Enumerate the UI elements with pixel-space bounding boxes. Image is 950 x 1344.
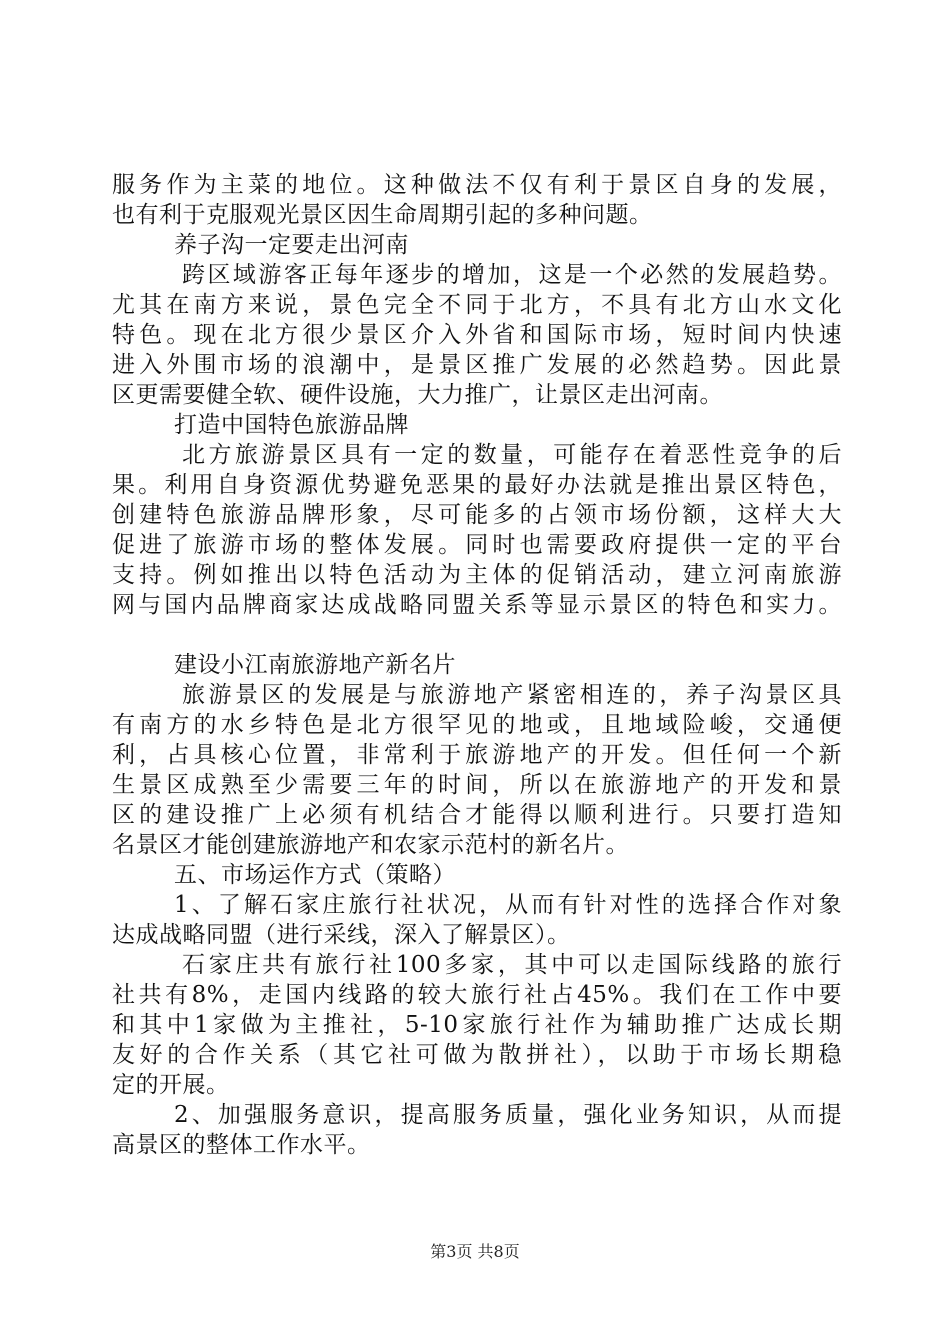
paragraph-line: 跨区域游客正每年逐步的增加，这是一个必然的发展趋势。 (182, 262, 842, 288)
paragraph-line: 2、加强服务意识，提高服务质量，强化业务知识，从而提 (174, 1102, 842, 1128)
paragraph-line: 网与国内品牌商家达成战略同盟关系等显示景区的特色和实力。 (112, 592, 842, 618)
section-heading: 建设小江南旅游地产新名片 (174, 652, 456, 678)
paragraph-line: 高景区的整体工作水平。 (112, 1132, 371, 1158)
paragraph-line: 友好的合作关系（其它社可做为散拼社），以助于市场长期稳 (112, 1042, 842, 1068)
paragraph-line: 果。利用自身资源优势避免恶果的最好办法就是推出景区特色， (112, 472, 842, 498)
paragraph-line: 定的开展。 (112, 1072, 230, 1098)
paragraph-line: 有南方的水乡特色是北方很罕见的地或，且地域险峻，交通便 (112, 712, 842, 738)
paragraph-line: 社共有8%，走国内线路的较大旅行社占45%。我们在工作中要 (112, 982, 842, 1008)
paragraph-line: 利，占具核心位置，非常利于旅游地产的开发。但任何一个新 (112, 742, 842, 768)
paragraph-line: 旅游景区的发展是与旅游地产紧密相连的，养子沟景区具 (182, 682, 842, 708)
section-heading: 养子沟一定要走出河南 (174, 232, 409, 258)
paragraph-line: 促进了旅游市场的整体发展。同时也需要政府提供一定的平台 (112, 532, 842, 558)
paragraph-line: 石家庄共有旅行社100多家，其中可以走国际线路的旅行 (182, 952, 842, 978)
paragraph-line: 北方旅游景区具有一定的数量，可能存在着恶性竞争的后 (182, 442, 842, 468)
paragraph-line: 服务作为主菜的地位。这种做法不仅有利于景区自身的发展， (112, 172, 842, 198)
paragraph-line: 也有利于克服观光景区因生命周期引起的多种问题。 (112, 202, 653, 228)
section-heading: 打造中国特色旅游品牌 (174, 412, 409, 438)
paragraph-line: 区的建设推广上必须有机结合才能得以顺利进行。只要打造知 (112, 802, 842, 828)
section-heading: 五、市场运作方式（策略） (174, 862, 456, 888)
paragraph-gap (112, 620, 842, 650)
paragraph-line: 区更需要健全软、硬件设施，大力推广，让景区走出河南。 (112, 382, 723, 408)
paragraph-line: 尤其在南方来说，景色完全不同于北方，不具有北方山水文化 (112, 292, 842, 318)
paragraph-line: 名景区才能创建旅游地产和农家示范村的新名片。 (112, 832, 629, 858)
paragraph-line: 达成战略同盟（进行采线，深入了解景区）。 (112, 922, 571, 948)
paragraph-line: 特色。现在北方很少景区介入外省和国际市场，短时间内快速 (112, 322, 842, 348)
paragraph-line: 和其中1家做为主推社，5-10家旅行社作为辅助推广达成长期 (112, 1012, 842, 1038)
paragraph-line: 支持。例如推出以特色活动为主体的促销活动，建立河南旅游 (112, 562, 842, 588)
paragraph-line: 进入外围市场的浪潮中，是景区推广发展的必然趋势。因此景 (112, 352, 842, 378)
paragraph-line: 创建特色旅游品牌形象，尽可能多的占领市场份额，这样大大 (112, 502, 842, 528)
page-number-footer: 第3页 共8页 (430, 1242, 520, 1261)
paragraph-line: 1、了解石家庄旅行社状况，从而有针对性的选择合作对象 (174, 892, 842, 918)
paragraph-line: 生景区成熟至少需要三年的时间，所以在旅游地产的开发和景 (112, 772, 842, 798)
document-body (112, 170, 842, 1160)
